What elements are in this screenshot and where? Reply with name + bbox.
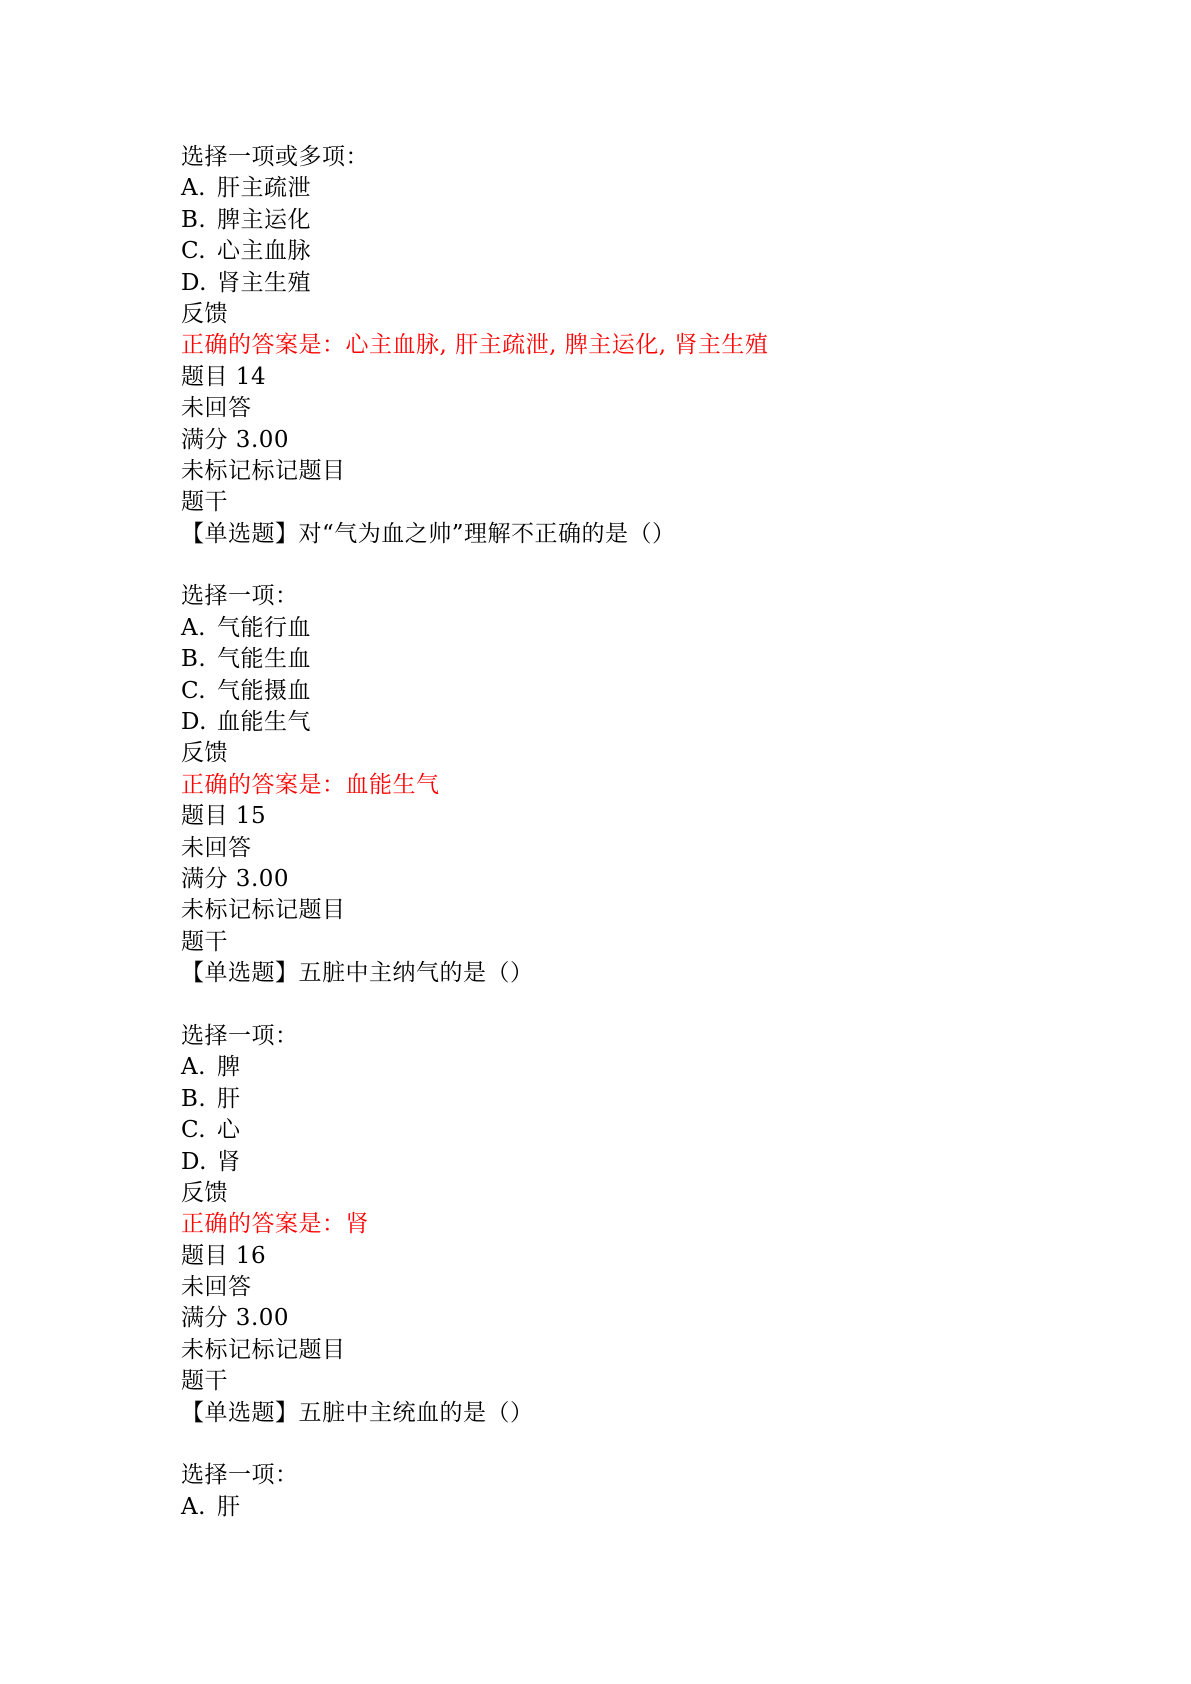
option-text: 肾主生殖 <box>217 269 311 296</box>
option-letter: B. <box>181 646 207 673</box>
option-b[interactable] <box>181 1084 1101 1115</box>
option-c[interactable] <box>181 676 1101 707</box>
option-text: 肝主疏泄 <box>217 175 311 202</box>
flag-question-link[interactable]: 未标记标记题目 <box>181 897 346 924</box>
stem-label: 题干 <box>181 928 228 955</box>
correct-answer: 正确的答案是：血能生气 <box>181 771 440 798</box>
option-d[interactable] <box>181 268 1101 299</box>
question-score: 满分 3.00 <box>181 1305 290 1332</box>
choice-prompt: 选择一项或多项： <box>181 144 369 170</box>
option-letter: D. <box>181 269 207 296</box>
choice-prompt: 选择一项： <box>181 1022 299 1049</box>
question-number: 题目 16 <box>181 1242 267 1269</box>
option-letter: D. <box>181 709 207 736</box>
option-text: 心 <box>217 1117 241 1144</box>
feedback-label: 反馈 <box>181 740 228 767</box>
option-a[interactable] <box>181 1052 1101 1083</box>
option-letter: B. <box>181 206 207 233</box>
correct-answer: 正确的答案是：肾 <box>181 1211 369 1238</box>
option-letter: A. <box>181 1054 206 1081</box>
spacer <box>181 990 1101 1021</box>
choice-prompt: 选择一项： <box>181 583 299 610</box>
option-letter: A. <box>181 1493 206 1520</box>
answer-status: 未回答 <box>181 834 252 861</box>
document-page <box>181 142 1101 1523</box>
option-letter: C. <box>181 238 207 265</box>
question-score: 满分 3.00 <box>181 426 290 453</box>
flag-question-link[interactable]: 未标记标记题目 <box>181 457 346 484</box>
answer-status: 未回答 <box>181 1274 252 1301</box>
question-score: 满分 3.00 <box>181 865 290 892</box>
option-text: 气能行血 <box>217 614 311 641</box>
option-text: 气能摄血 <box>217 677 311 704</box>
option-a[interactable] <box>181 173 1101 204</box>
correct-answer: 正确的答案是：心主血脉, 肝主疏泄, 脾主运化, 肾主生殖 <box>181 332 769 359</box>
feedback-label: 反馈 <box>181 1179 228 1206</box>
option-b[interactable] <box>181 644 1101 675</box>
question-16-block <box>181 1241 1101 1524</box>
stem-label: 题干 <box>181 489 228 516</box>
option-text: 肾 <box>217 1148 241 1175</box>
option-text: 血能生气 <box>217 709 311 736</box>
option-letter: D. <box>181 1148 207 1175</box>
question-text: 【单选题】对“气为血之帅”理解不正确的是（） <box>181 520 676 547</box>
flag-question-link[interactable]: 未标记标记题目 <box>181 1336 346 1363</box>
feedback-label: 反馈 <box>181 300 228 327</box>
option-letter: B. <box>181 1085 207 1112</box>
option-a[interactable] <box>181 613 1101 644</box>
question-text: 【单选题】五脏中主统血的是（） <box>181 1399 534 1426</box>
question-number: 题目 14 <box>181 363 267 390</box>
question-14-block <box>181 362 1101 801</box>
option-letter: A. <box>181 175 206 202</box>
option-text: 气能生血 <box>217 646 311 673</box>
option-d[interactable] <box>181 707 1101 738</box>
question-text: 【单选题】五脏中主纳气的是（） <box>181 960 534 987</box>
option-c[interactable] <box>181 1115 1101 1146</box>
option-letter: A. <box>181 614 206 641</box>
option-text: 脾 <box>217 1054 241 1081</box>
option-a[interactable] <box>181 1492 1101 1523</box>
option-letter: C. <box>181 1117 207 1144</box>
option-text: 肝 <box>217 1085 241 1112</box>
choice-prompt: 选择一项： <box>181 1462 299 1489</box>
option-d[interactable] <box>181 1147 1101 1178</box>
spacer <box>181 1429 1101 1460</box>
answer-status: 未回答 <box>181 395 252 422</box>
option-text: 心主血脉 <box>217 238 311 265</box>
option-c[interactable] <box>181 236 1101 267</box>
spacer <box>181 550 1101 581</box>
question-13-block <box>181 142 1101 362</box>
option-text: 脾主运化 <box>217 206 311 233</box>
option-text: 肝 <box>217 1493 241 1520</box>
option-b[interactable] <box>181 205 1101 236</box>
question-number: 题目 15 <box>181 803 267 830</box>
option-letter: C. <box>181 677 207 704</box>
question-15-block <box>181 801 1101 1240</box>
stem-label: 题干 <box>181 1368 228 1395</box>
